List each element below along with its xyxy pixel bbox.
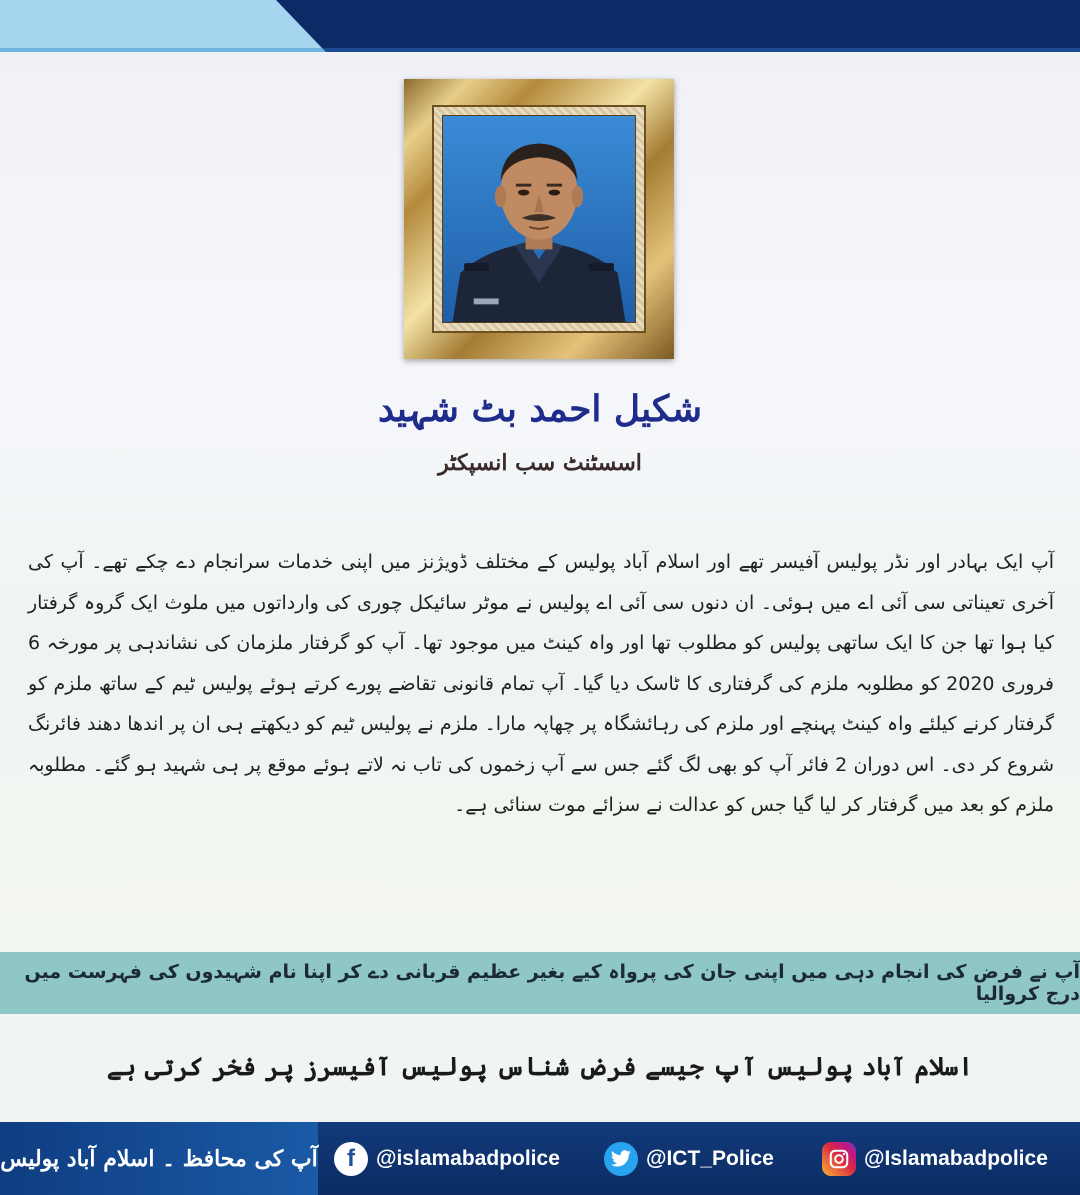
- footer-slogan: [0, 1122, 318, 1195]
- sacrifice-banner-text: آپ نے فرض کی انجام دہی میں اپنی جان کی پرواہ کیے بغیر عظیم قربانی دے کر اپنا نام شہیدوں کی فہرست میں درج کروالیا: [24, 961, 1080, 1005]
- footer-bar: [0, 1122, 1080, 1195]
- top-header-band: [0, 0, 1080, 52]
- instagram-handle: @Islamabadpolice: [864, 1146, 1048, 1170]
- facebook-link[interactable]: [334, 1122, 560, 1195]
- footer-slogan-text: آپ کی محافظ ۔ اسلام آباد پولیس: [0, 1145, 318, 1172]
- sacrifice-banner: [0, 952, 1080, 1014]
- twitter-link[interactable]: [604, 1122, 774, 1195]
- twitter-handle: @ICT_Police: [646, 1146, 774, 1170]
- biography-paragraph: آپ ایک بہادر اور نڈر پولیس آفیسر تھے اور اسلام آباد پولیس کے مختلف ڈویژنز میں اپنی خدمات سرانجام دے چکے تھے۔ آپ کی آخری تعیناتی سی آئی اے میں ہوئی۔ ان دنوں سی آئی اے پولیس نے موٹر سائیکل چوری کی وارداتوں میں ملوث ایک گروہ گرفتار کیا ہوا تھا جن کا ایک ساتھی پولیس کو مطلوب تھا اور واہ کینٹ میں موجود تھا۔ آپ کو گرفتار ملزمان کی نشاندہی پر مورخہ 6 فروری 2020 کو مطلوبہ ملزم کی گرفتاری کا ٹاسک دیا گیا۔ آپ تمام قانونی تقاضے پورے کرتے ہوئے پولیس ٹیم کے ساتھ ملزم کو گرفتار کرنے کیلئے واہ کینٹ پہنچے اور ملزم کی رہائشگاہ پر چھاپہ مارا۔ ملزم نے پولیس ٹیم کو دیکھتے ہی ان پر اندھا دھند فائرنگ شروع کر دی۔ اس دوران 2 فائر آپ کو بھی لگ گئے جس سے آپ زخموں کی تاب نہ لاتے ہوئے موقع پر ہی شہید ہو گئے۔ مطلوبہ ملزم کو بعد میں گرفتار کر لیا گیا جس کو عدالت نے سزائے موت سنائی ہے۔: [28, 551, 1055, 816]
- honoree-name: شکیل احمد بٹ شہید: [377, 388, 703, 430]
- facebook-icon: f: [334, 1142, 368, 1176]
- pride-statement: اسلام آباد پولیس آپ جیسے فرض شناس پولیس آفیسرز پر فخر کرتی ہے: [106, 1052, 974, 1081]
- honoree-rank: اسسٹنٹ سب انسپکٹر: [438, 450, 642, 476]
- instagram-icon: [822, 1142, 856, 1176]
- portrait-frame: [404, 79, 674, 359]
- facebook-handle: @islamabadpolice: [376, 1146, 560, 1170]
- twitter-bird-icon: [604, 1142, 638, 1176]
- instagram-link[interactable]: [822, 1122, 1048, 1195]
- officer-portrait: [442, 115, 636, 323]
